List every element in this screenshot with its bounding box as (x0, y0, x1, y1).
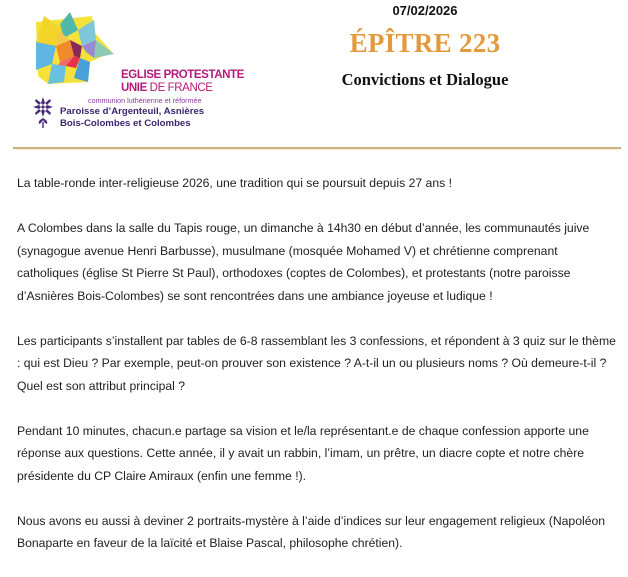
parish-name-2: Bois-Colombes et Colombes (60, 118, 191, 129)
logo-de-france: DE FRANCE (146, 82, 213, 94)
logo-church-name-2 (121, 82, 213, 94)
article-paragraph: Les participants s’installent par tables de 6-8 rassemblant les 3 confessions, et répondent à 3 quiz sur le thème : qui est Dieu ? Par exemple, peut-on prouver son existence ? A-t-il un ou plusieurs noms ? Où demeure-t-il ? Quel est son attribut principal ? (17, 333, 616, 393)
logo-unie: UNIE (121, 82, 147, 94)
newsletter-header (0, 0, 628, 148)
huguenot-cross-icon (32, 96, 54, 130)
article-paragraph: Pendant 10 minutes, chacun.e partage sa vision et le/la représentant.e de chaque confession apporte une réponse aux questions. Cette année, il y avait un rabbin, l’imam, un prêtre, un diacre copte et notre chère présidente du CP Claire Amiraux (enfin une femme !). (17, 423, 589, 483)
article-body (17, 172, 622, 577)
star-logo-icon (34, 12, 114, 84)
issue-date: 07/02/2026 (392, 3, 458, 18)
newsletter-subtitle: Convictions et Dialogue (341, 70, 509, 89)
church-logo (30, 12, 244, 129)
article-paragraph: A Colombes dans la salle du Tapis rouge, un dimanche à 14h30 en début d’année, les communautés juive (synagogue avenue Henri Barbusse), musulmane (mosquée Mohamed V) et chrétienne comprenant catholiques (église St Pierre St Paul), orthodoxes (coptes de Colombes), et protestants (notre paroisse d’Asnières Bois-Colombes) se sont rencontrées dans une ambiance joyeuse et ludique ! (17, 221, 590, 303)
newsletter-title: ÉPÎTRE 223 (349, 28, 501, 58)
article-paragraph: Nous avons eu aussi à deviner 2 portraits-mystère à l’aide d’indices sur leur engagement religieux (Napoléon Bonaparte en faveur de la laïcité et Blaise Pascal, philosophe chrétien). (17, 513, 606, 550)
article-paragraph: La table-ronde inter-religieuse 2026, une tradition qui se poursuit depuis 27 ans ! (17, 176, 452, 190)
logo-church-name: EGLISE PROTESTANTE (121, 69, 244, 81)
parish-name: Paroisse d’Argenteuil, Asnières (60, 106, 205, 117)
logo-tagline: communion luthérienne et réformée (88, 96, 202, 105)
header-divider (13, 147, 621, 149)
